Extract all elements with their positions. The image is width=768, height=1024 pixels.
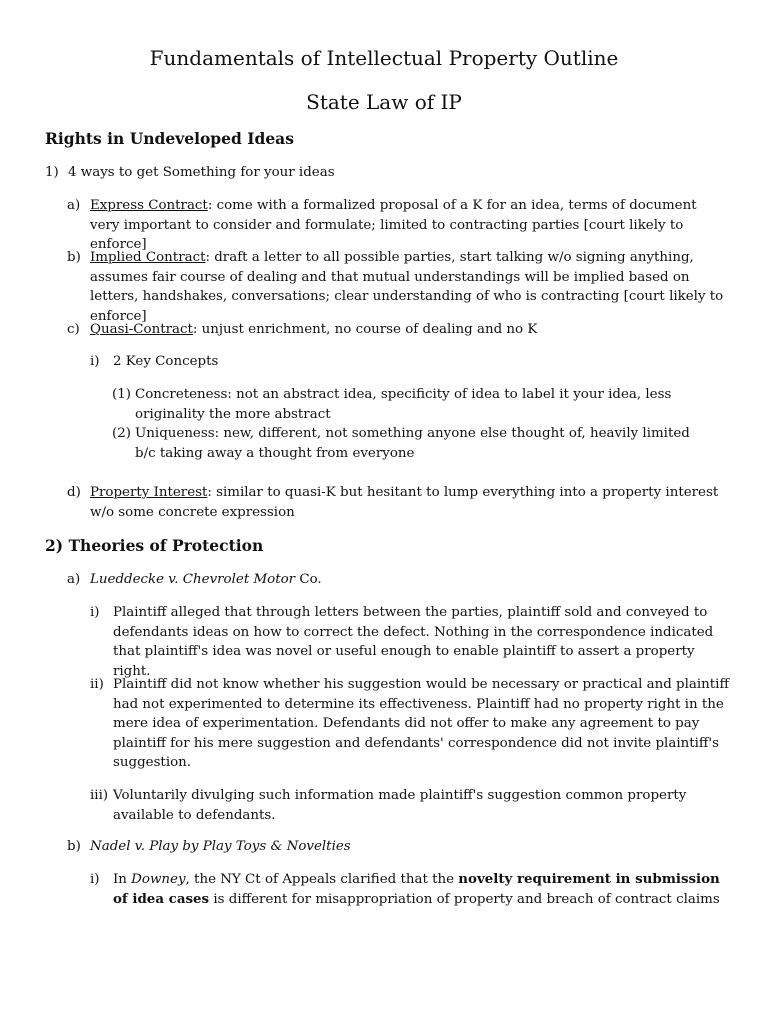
list-label: i) <box>90 354 100 369</box>
page-subtitle: State Law of IP <box>306 90 462 114</box>
list-label: a) <box>67 198 81 213</box>
text-fragment: In <box>113 872 132 887</box>
term-implied-contract: Implied Contract <box>90 250 206 265</box>
term-quasi-contract: Quasi-Contract <box>90 322 193 337</box>
list-number: 1) <box>45 165 59 180</box>
section-heading-rights: Rights in Undeveloped Ideas <box>45 129 294 148</box>
list-item-key-concepts <box>90 352 720 372</box>
case-point-downey <box>90 870 730 909</box>
section-heading-theories: 2) Theories of Protection <box>45 536 264 555</box>
list-text: Concreteness: not an abstract idea, specificity of idea to label it your idea, less originality the more abstract <box>135 387 672 422</box>
list-label: c) <box>67 322 80 337</box>
case-name: Nadel v. Play by Play Toys & Novelties <box>90 839 351 854</box>
definition-text: : draft a letter to all possible parties, start talking w/o signing anything, assumes fair course of dealing and that mutual understandings will be implied based on letters, handshakes, conversations; clear understanding of who is contracting [court likely to enforce] <box>90 250 724 324</box>
emphasis-text: novelty requirement in submission of idea cases <box>113 871 720 907</box>
list-item-uniqueness <box>112 424 712 463</box>
list-label: (1) <box>112 387 131 402</box>
list-label: i) <box>90 872 100 887</box>
definition-text: : similar to quasi-K but hesitant to lump everything into a property interest w/o some concrete expression <box>90 485 719 520</box>
case-lueddecke <box>67 570 727 590</box>
case-reference: Downey <box>131 872 186 887</box>
list-text: Plaintiff did not know whether his suggestion would be necessary or practical and plaintiff had not experimented to determine its effectiveness. Plaintiff had no property right in the mere idea of experimentation. Defendants did not offer to make any agreement to pay plaintiff for his mere suggestion and defendants' correspondence did not invite plaintiff's suggestion. <box>113 677 729 770</box>
list-item-express-contract <box>67 196 727 255</box>
list-item-1 <box>45 163 725 183</box>
case-name: Lueddecke v. Chevrolet Motor <box>90 572 296 587</box>
list-text: Uniqueness: new, different, not something anyone else thought of, heavily limited b/c taking away a thought from everyone <box>135 426 690 461</box>
page-title: Fundamentals of Intellectual Property Outline <box>149 46 619 70</box>
list-item-quasi-contract <box>67 320 727 340</box>
case-name-suffix: Co. <box>295 572 322 587</box>
term-express-contract: Express Contract <box>90 198 208 213</box>
list-label: i) <box>90 605 100 620</box>
list-label: a) <box>67 572 81 587</box>
list-item-implied-contract <box>67 248 727 326</box>
definition-text: : come with a formalized proposal of a K for an idea, terms of document very important to consider and formulate; limited to contracting parties [court likely to enforce] <box>90 198 697 252</box>
list-item-concreteness <box>112 385 682 424</box>
list-text: 2 Key Concepts <box>113 354 219 369</box>
definition-text: : unjust enrichment, no course of dealing and no K <box>192 322 538 337</box>
list-label: iii) <box>90 788 109 803</box>
list-text: Voluntarily divulging such information made plaintiff's suggestion common property available to defendants. <box>113 788 687 823</box>
list-item-property-interest <box>67 483 727 522</box>
case-point-iii <box>90 786 710 825</box>
term-property-interest: Property Interest <box>90 485 208 500</box>
case-nadel <box>67 837 727 857</box>
list-text: Plaintiff alleged that through letters between the parties, plaintiff sold and conveyed to defendants ideas on how to correct the defect. Nothing in the correspondence indicated that plaintiff's idea was novel or useful enough to enable plaintiff to assert a property right. <box>113 605 714 679</box>
case-point-i <box>90 603 730 681</box>
list-label: (2) <box>112 426 131 441</box>
text-fragment: is different for misappropriation of property and breach of contract claims <box>209 891 720 907</box>
list-label: b) <box>67 250 81 265</box>
list-label: b) <box>67 839 81 854</box>
list-label: d) <box>67 485 81 500</box>
case-point-ii <box>90 675 730 773</box>
text-fragment: , the NY Ct of Appeals clarified that the <box>185 872 459 887</box>
list-label: ii) <box>90 677 104 692</box>
list-text: 4 ways to get Something for your ideas <box>68 165 335 180</box>
